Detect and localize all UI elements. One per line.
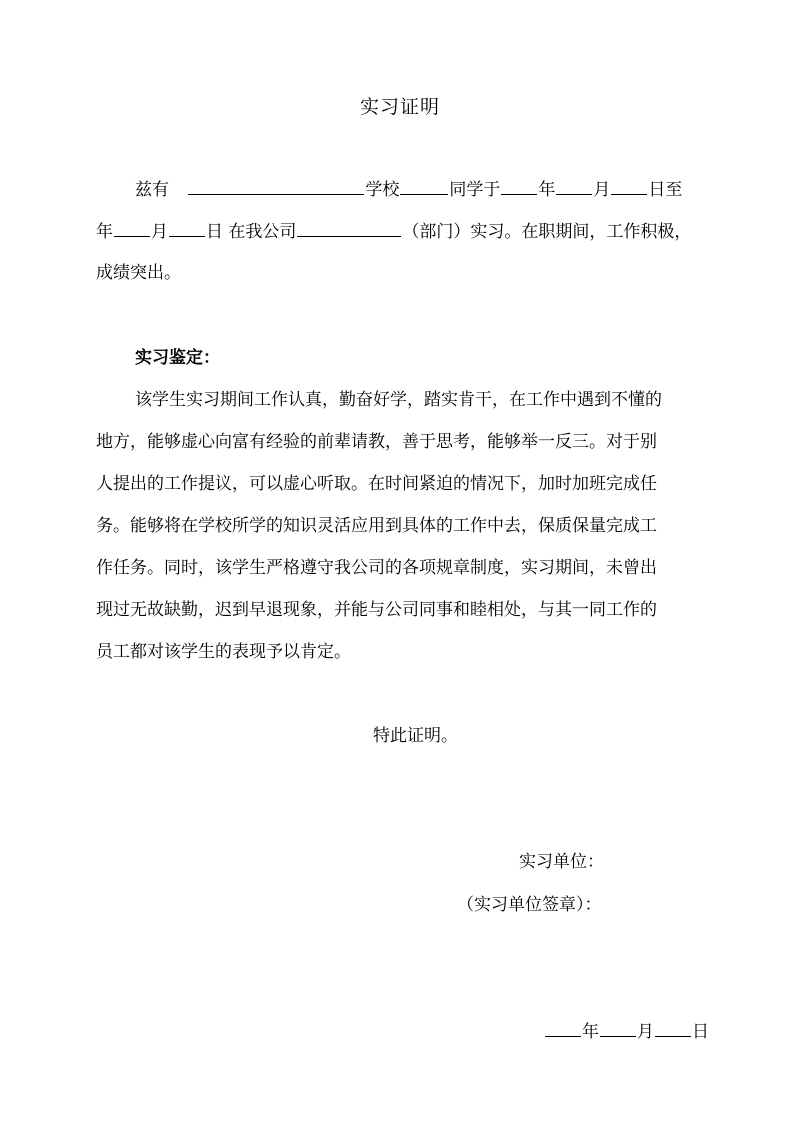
- appraisal-line: 该学生实习期间工作认真，勤奋好学，踏实肯干，在工作中遇到不懂的: [135, 390, 662, 410]
- student-name-blank[interactable]: [400, 176, 448, 195]
- document-title: 实习证明: [359, 96, 440, 118]
- intro-text: 学校: [365, 180, 400, 200]
- appraisal-line: 地方，能够虚心向富有经验的前辈请教，善于思考，能够举一反三。对于别: [96, 432, 657, 452]
- certify-text: 特此证明。: [373, 726, 458, 746]
- intro-text: 月: [593, 180, 611, 200]
- date-line: [544, 1018, 709, 1044]
- start-month-blank[interactable]: [556, 176, 592, 195]
- sign-month-blank[interactable]: [600, 1018, 636, 1037]
- intro-text: 年: [96, 222, 113, 242]
- intro-text: 同学于: [449, 180, 501, 200]
- appraisal-heading: 实习鉴定：: [135, 348, 220, 368]
- intro-text: 日至: [648, 180, 683, 200]
- appraisal-line: 现过无故缺勤，迟到早退现象，并能与公司同事和睦相处，与其一同工作的: [96, 600, 657, 620]
- appraisal-line: 务。能够将在学校所学的知识灵活应用到具体的工作中去，保质保量完成工: [96, 516, 657, 536]
- appraisal-line: 作任务。同时，该学生严格遵守我公司的各项规章制度，实习期间，未曾出: [96, 558, 657, 578]
- seal-label: （实习单位签章）：: [457, 895, 602, 915]
- sign-day-blank[interactable]: [655, 1018, 691, 1037]
- intro-line-3: 成绩突出。: [96, 263, 181, 283]
- intro-text: （部门）实习。在职期间，工作积极，: [402, 222, 692, 242]
- appraisal-line: 人提出的工作提议，可以虚心听取。在时间紧迫的情况下，加时加班完成任: [96, 474, 657, 494]
- intro-text: 日 在我公司: [206, 222, 297, 242]
- end-month-blank[interactable]: [169, 218, 205, 237]
- intro-text: 月: [151, 222, 168, 242]
- intro-text: 兹有: [135, 180, 169, 200]
- end-year-blank[interactable]: [114, 218, 150, 237]
- date-text: 日: [692, 1022, 709, 1042]
- sign-year-blank[interactable]: [545, 1018, 581, 1037]
- unit-label: 实习单位：: [519, 852, 604, 872]
- appraisal-line: 员工都对该学生的表现予以肯定。: [96, 642, 351, 662]
- intro-line-2: [96, 218, 691, 244]
- date-text: 月: [637, 1022, 654, 1042]
- start-year-blank[interactable]: [501, 176, 537, 195]
- department-blank[interactable]: [297, 218, 401, 237]
- intro-text: 年: [538, 180, 556, 200]
- intro-line-1: [135, 176, 682, 202]
- start-day-blank[interactable]: [611, 176, 647, 195]
- school-blank[interactable]: [188, 176, 364, 195]
- date-text: 年: [582, 1022, 599, 1042]
